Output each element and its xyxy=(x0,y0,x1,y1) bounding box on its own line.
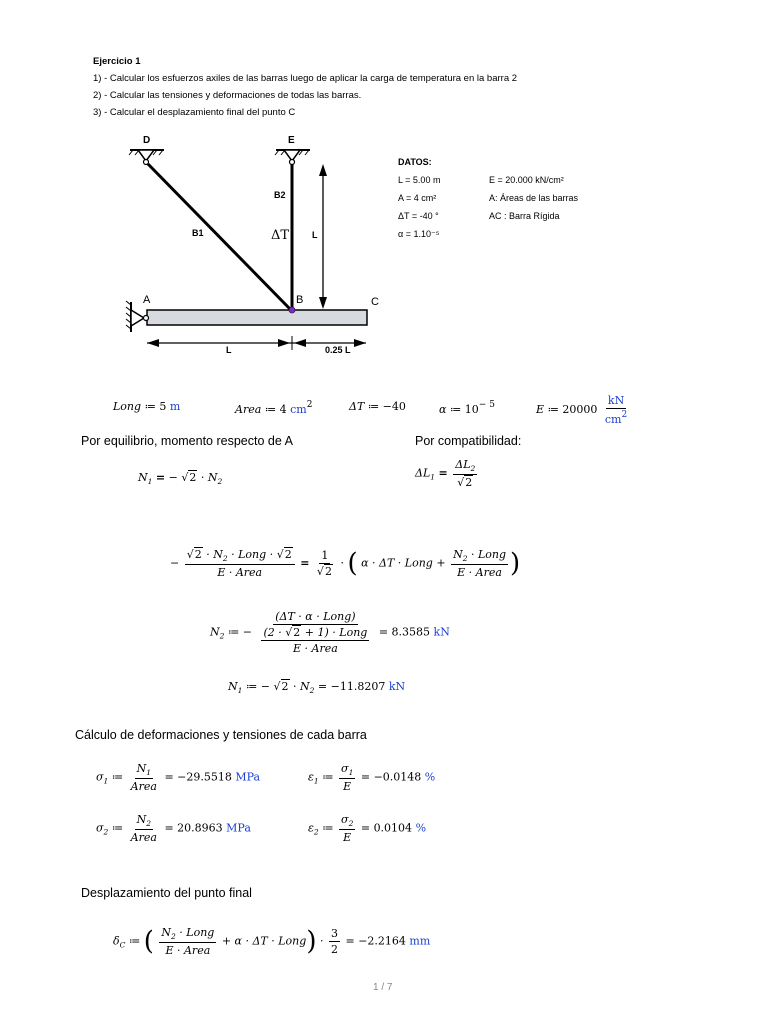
def-alpha: α ≔ $10^{- 5}$ xyxy=(439,400,495,416)
node-b xyxy=(289,307,295,313)
rigid-bar-ac xyxy=(147,310,367,325)
support-e xyxy=(275,150,310,165)
delta-c-value: −2.2164 xyxy=(358,934,406,948)
label-a: A xyxy=(143,294,151,306)
support-d xyxy=(129,150,164,165)
label-l-horizontal: L xyxy=(226,345,232,355)
page-number: 1 / 7 xyxy=(373,982,393,993)
datos-e: E = 20.000 kN/cm² xyxy=(489,175,564,185)
eq-combined: − $\frac{√2 \cdot N_2 \cdot Long \cdot √2}{\text{E · Area}}$ = $\frac{1}{√2}$ · ( α · ΔT · Long + $\frac{N_2 \cdot Long}{\text{E · Area}}$ ) xyxy=(170,548,521,579)
exercise-item-1: 1) - Calcular los esfuerzos axiles de las barras luego de aplicar la carga de temperatura en la barra 2 xyxy=(93,73,518,84)
label-025l: 0.25 L xyxy=(325,345,351,355)
exercise-item-3: 3) - Calcular el desplazamiento final del punto C xyxy=(93,107,296,118)
datos-a: A = 4 cm² xyxy=(398,193,437,203)
label-b1: B1 xyxy=(192,228,204,238)
label-delta-t: ΔT xyxy=(271,228,290,243)
def-area: Area ≔ 4 $cm^2$ xyxy=(235,400,313,416)
def-long: Long ≔ 5 m xyxy=(113,400,181,413)
label-b: B xyxy=(296,294,304,306)
sigma2-value: 20.8963 xyxy=(177,821,223,835)
datos-alpha: α = 1.10⁻⁵ xyxy=(398,229,440,239)
label-d: D xyxy=(143,135,151,146)
eq-n2: $N_2$ ≔ − $\frac{\text{(ΔT · α · Long)}}{\frac{\text{(2 · √2 + 1) · Long}}{\text{E · Area}}}$ = 8.3585 kN xyxy=(210,610,450,655)
exercise-item-2: 2) - Calcular las tensiones y deformaciones de todas las barras. xyxy=(93,90,362,101)
datos-ac: AC : Barra Rígida xyxy=(489,211,560,221)
label-e: E xyxy=(288,135,295,146)
eq-eps1: $\varepsilon_1$ ≔ $\frac{\sigma_1}{E}$ = −0.0148 % xyxy=(308,762,436,793)
exercise-title: Ejercicio 1 xyxy=(93,56,141,67)
datos-l: L = 5.00 m xyxy=(398,175,441,185)
section-equilibrio: Por equilibrio, momento respecto de A xyxy=(81,434,293,448)
label-b2: B2 xyxy=(274,190,286,200)
eq-equilibrio: $N_1$ = − $√2 \cdot N_2$ xyxy=(138,471,223,486)
label-c: C xyxy=(371,296,379,308)
bar-b1 xyxy=(148,164,290,309)
eq-sigma1: $\sigma_1$ ≔ $\frac{N_1}{\text{Area}}$ = −29.5518 MPa xyxy=(96,762,261,793)
datos-dt: ΔT = -40 ° xyxy=(398,211,439,221)
structure-diagram xyxy=(0,0,768,370)
def-delta-t: ΔT ≔ −40 xyxy=(349,400,406,413)
datos-areas: A: Áreas de las barras xyxy=(489,193,579,203)
eq-compatibilidad: $\Delta L_1$ = $\frac{\Delta L_2}{√2}$ xyxy=(415,458,476,489)
eq-eps2: $\varepsilon_2$ ≔ $\frac{\sigma_2}{E}$ = 0.0104 % xyxy=(308,813,427,844)
def-e: E ≔ 20000 $\frac{kN}{cm^2}$ xyxy=(536,394,628,426)
eq-sigma2: $\sigma_2$ ≔ $\frac{N_2}{\text{Area}}$ = 20.8963 MPa xyxy=(96,813,251,844)
eps1-value: −0.0148 xyxy=(373,770,422,784)
datos-title: DATOS: xyxy=(398,157,432,167)
section-compatibilidad: Por compatibilidad: xyxy=(415,434,522,448)
label-l-vertical: L xyxy=(312,230,318,240)
sigma1-value: −29.5518 xyxy=(177,770,232,784)
eq-n1: $N_1$ ≔ − $√2 \cdot N_2 = -11.8207$ kN xyxy=(228,680,406,695)
eq-delta-c: $\delta_C$ ≔ ( $\frac{N_2 \cdot Long}{\text{E · Area}}$ + α · ΔT · Long) · $\frac{3}{2}$ = −2.2164 mm xyxy=(113,926,431,957)
section-desplazamiento: Desplazamiento del punto final xyxy=(81,886,252,900)
n2-value: 8.3585 xyxy=(391,625,431,639)
n1-value: −11.8207 xyxy=(330,680,386,693)
section-calculo: Cálculo de deformaciones y tensiones de cada barra xyxy=(75,728,367,742)
eps2-value: 0.0104 xyxy=(373,821,413,835)
